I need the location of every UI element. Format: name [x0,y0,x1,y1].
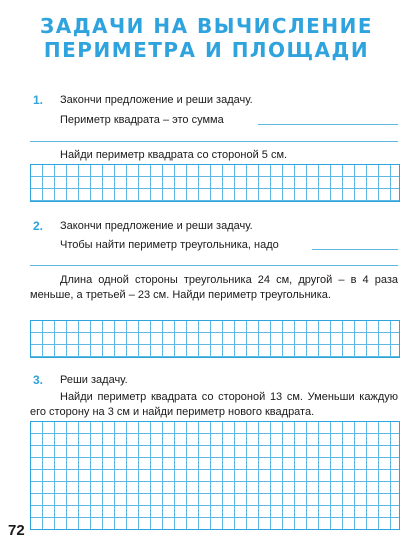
page-title [0,14,413,62]
task-2-answer-line-2[interactable] [30,265,398,266]
task-1-instruction: Закончи предложение и реши задачу. [60,94,253,106]
title-line-1: ЗАДАЧИ НА ВЫЧИСЛЕНИЕ [40,14,373,38]
task-2-number: 2. [33,219,44,233]
task-3-number: 3. [33,373,44,387]
task-3-instruction: Реши задачу. [60,374,128,386]
task-2-sentence: Чтобы найти периметр треугольника, надо [60,239,279,251]
task-1-sentence: Периметр квадрата – это сумма [60,114,224,126]
title-line-2: ПЕРИМЕТРА И ПЛОЩАДИ [43,38,370,62]
task-2-instruction: Закончи предложение и реши задачу. [60,220,253,232]
task-1-answer-grid[interactable] [30,164,400,202]
task-1-problem: Найди периметр квадрата со стороной 5 см. [60,149,288,161]
task-2-answer-grid[interactable] [30,320,400,358]
task-2-problem: Длина одной стороны треугольника 24 см, другой – в 4 раза меньше, а третьей – 23 см. Найди периметр треугольника. [30,274,398,301]
task-1-answer-line-2[interactable] [30,141,398,142]
page-number: 72 [8,522,25,539]
task-3-problem: Найди периметр квадрата со стороной 13 см. Уменьши каждую его сторону на 3 см и найди периметр нового квадрата. [30,391,398,418]
task-1-number: 1. [33,93,44,107]
task-2-answer-line-1[interactable] [312,249,398,250]
task-3-answer-grid[interactable] [30,421,400,530]
task-1-answer-line-1[interactable] [258,124,398,125]
